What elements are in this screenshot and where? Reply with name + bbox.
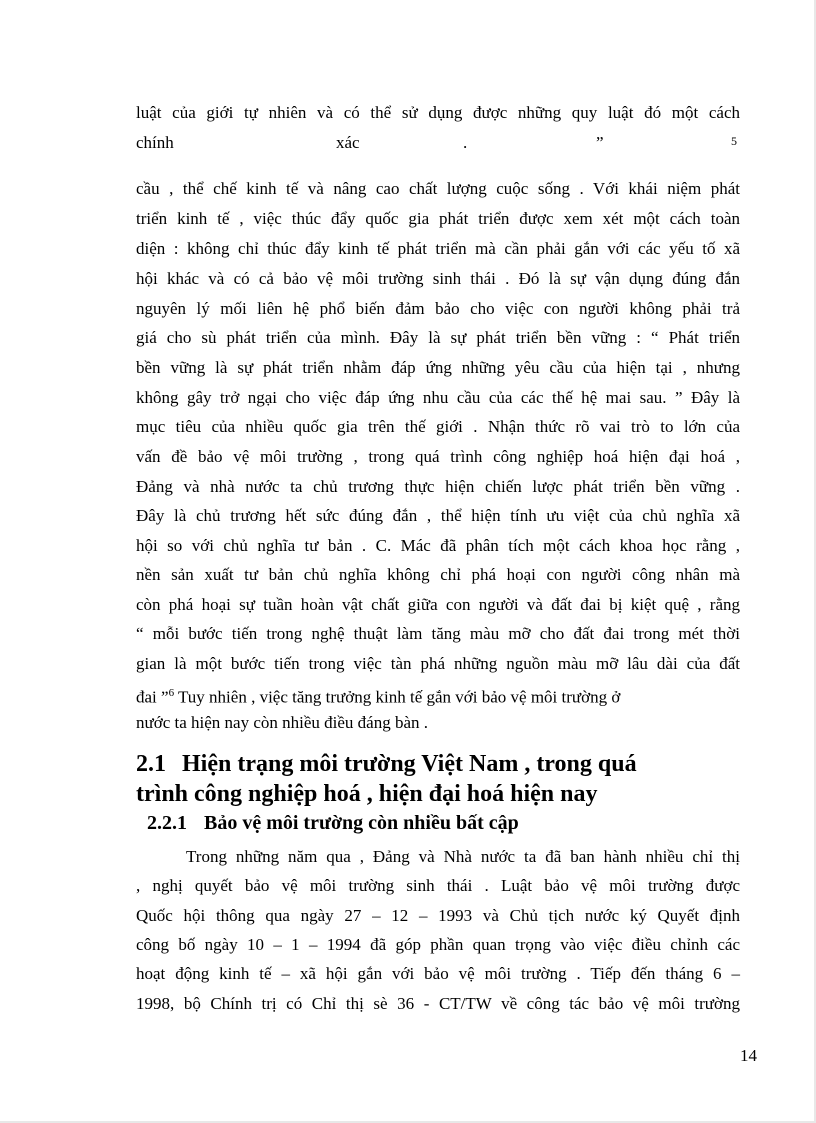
quote-token-2: xác [336, 133, 360, 152]
para1-line: Đây là chủ trương hết sức đúng đắn , thể hiện tính ưu việt của chủ nghĩa xã [136, 506, 740, 525]
subsection-heading-2-2-1 [147, 810, 519, 836]
para1-text: Tuy nhiên , việc tăng trưởng kinh tế gắn với bảo vệ môi trường ở [174, 687, 621, 707]
subheading-title: Bảo vệ môi trường còn nhiều bất cập [204, 812, 519, 834]
para1-line: nguyên lý mối liên hệ phổ biến đảm bảo cho việc con người không phải trả [136, 299, 740, 318]
para1-line: Đảng và nhà nước ta chủ trương thực hiện chiến lược phát triển bền vững . [136, 477, 740, 496]
para1-final-line: nước ta hiện nay còn nhiều điều đáng bàn . [136, 713, 429, 732]
para1-line: gian là một bước tiến trong việc tàn phá những nguồn màu mỡ lâu dài của đất [136, 654, 740, 673]
para2-line: Trong những năm qua , Đảng và Nhà nước ta đã ban hành nhiều chỉ thị [186, 847, 740, 866]
subheading-number: 2.2.1 [147, 812, 187, 834]
para1-line: triển kinh tế , việc thúc đẩy quốc gia phát triển được xem xét một cách toàn [136, 209, 740, 228]
para1-line: vấn đề bảo vệ môi trường , trong quá trình công nghiệp hoá hiện đại hoá , [136, 447, 740, 466]
para1-line: bền vững là sự phát triển nhằm đáp ứng những yêu cầu của hiện tại , nhưng [136, 358, 740, 377]
para1-line: diện : không chỉ thúc đẩy kinh tế phát triển mà cần phải gắn với các yếu tố xã [136, 239, 740, 258]
para1-line: mục tiêu của nhiều quốc gia trên thế giới . Nhận thức rõ vai trò to lớn của [136, 417, 740, 436]
para2-line: , nghị quyết bảo vệ môi trường sinh thái . Luật bảo vệ môi trường được [136, 876, 740, 895]
para2-line: hoạt động kinh tế – xã hội gắn với bảo vệ môi trường . Tiếp đến tháng 6 – [136, 964, 740, 983]
section-heading-2-1 [136, 749, 740, 779]
quote-line-1: luật của giới tự nhiên và có thể sử dụng được những quy luật đó một cách [136, 103, 740, 122]
heading-line-1: Hiện trạng môi trường Việt Nam , trong quá [182, 751, 637, 777]
footnote-marker-6: 6 [168, 687, 175, 699]
para1-line: hội so với chủ nghĩa tư bản . C. Mác đã phân tích một cách khoa học rằng , [136, 536, 740, 555]
para1-line: còn phá hoại sự tuần hoàn vật chất giữa con người và đất đai bị kiệt quệ , rằng [136, 595, 740, 614]
para1-line: “ mỗi bước tiến trong nghệ thuật làm tăng màu mỡ cho đất đai trong mét thời [136, 624, 740, 643]
section-heading-2-1-line-2: trình công nghiệp hoá , hiện đại hoá hiện nay [136, 781, 598, 807]
page-number: 14 [740, 1046, 757, 1065]
quote-token-3: . [463, 133, 468, 152]
para1-line: giá cho sù phát triển của mình. Đây là sự phát triển bền vững : “ Phát triển [136, 328, 740, 347]
para1-line: nền sản xuất tư bản chủ nghĩa không chỉ phá hoại con người công nhân mà [136, 565, 740, 584]
heading-number: 2.1 [136, 751, 166, 777]
para1-line-footnote [136, 682, 740, 709]
para1-line: không gây trở ngại cho việc đáp ứng nhu cầu của các thế hệ mai sau. ” Đây là [136, 388, 740, 407]
para1-line: cầu , thể chế kinh tế và nâng cao chất lượng cuộc sống . Với khái niệm phát [136, 179, 740, 198]
footnote-marker-5: 5 [731, 134, 737, 148]
para2-line: 1998, bộ Chính trị có Chỉ thị sè 36 - CT/TW về công tác bảo vệ môi trường [136, 994, 740, 1013]
para1-line: hội khác và có cả bảo vệ môi trường sinh thái . Đó là sự vận dụng đúng đắn [136, 269, 740, 288]
para1-text: đai ” [136, 687, 169, 707]
para2-line: công bố ngày 10 – 1 – 1994 đã góp phần quan trọng vào việc điều chỉnh các [136, 935, 740, 954]
quote-token-1: chính [136, 133, 174, 152]
para2-line: Quốc hội thông qua ngày 27 – 12 – 1993 và Chủ tịch nước ký Quyết định [136, 906, 740, 925]
quote-token-4: ” [596, 133, 604, 152]
